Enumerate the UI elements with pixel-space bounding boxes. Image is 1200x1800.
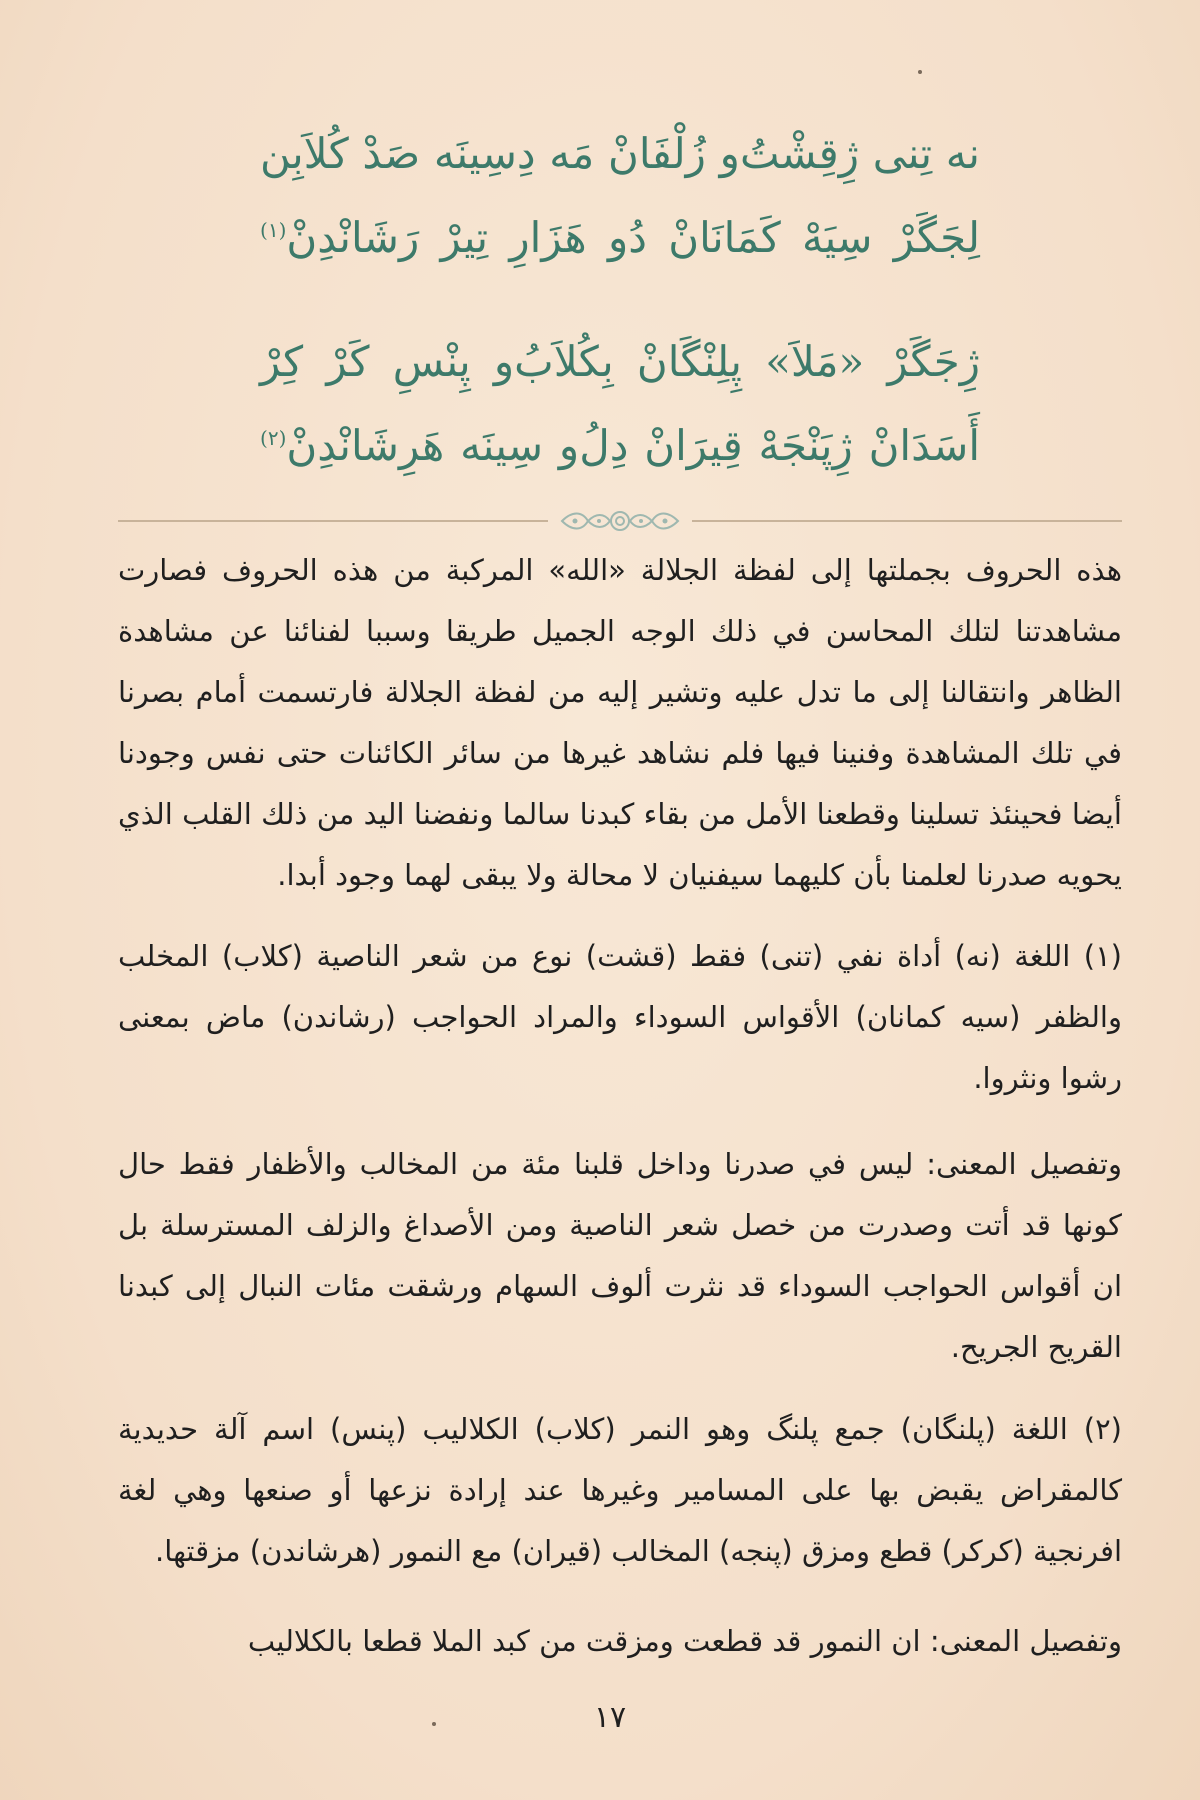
footnote-marker-2: (٢): [260, 426, 287, 450]
footnote-2-explanation: وتفصيل المعنى: ان النمور قد قطعت ومزقت من كبد الملا قطعا بالكلاليب: [247, 1624, 1122, 1658]
footnote-marker-1: (١): [260, 218, 287, 242]
section-divider: [118, 508, 1122, 534]
poem-stanza-2-line-1: ژِجَگَرْ «مَلاَ» پِلِنْگَانْ بِكُلاَبُ‌و پِنْسِ كَرْ كِرْ: [260, 337, 980, 386]
divider-line-right: [692, 520, 1122, 522]
poem-stanza-1-line-2-text: لِجَگَرْ سِيَهْ كَمَانَانْ دُو هَزَارِ تِيرْ رَشَانْدِنْ: [286, 213, 980, 262]
divider-line-left: [118, 520, 548, 522]
main-paragraph: هذه الحروف بجملتها إلى لفظة الجلالة «الله» المركبة من هذه الحروف فصارت مشاهدتنا لتلك المحاسن في ذلك الوجه الجميل طريقا وسببا لفنائنا عن مشاهدة الظاهر وانتقالنا إلى ما تدل عليه وتشير إليه من لفظة الجلالة فارتسمت أمام بصرنا في تلك المشاهدة وفنينا فيها فلم نشاهد غيرها من سائر الكائنات حتى نفس وجودنا أيضا فحينئذ تسلينا وقطعنا الأمل من بقاء كبدنا سالما ونفضنا اليد من ذلك القلب الذي يحويه صدرنا لعلمنا بأن كليهما سيفنيان لا محالة ولا يبقى لهما وجود أبدا.: [118, 553, 1122, 892]
footnote-2-vocabulary: (٢) اللغة (پلنگان) جمع پلنگ وهو النمر (كلاب) الكلاليب (پنس) اسم آلة حديدية كالمقراض يقبض بها على المسامير وغيرها عند إرادة نزعها أو صنعها وهي لغة افرنجية (كركر) قطع ومزق (پنجه) المخالب (قيران) مع النمور (هرشاندن) مزقتها.: [118, 1412, 1122, 1568]
poem-stanza-1-line-2: [260, 196, 980, 280]
poem-stanza-1-line-1: نه تِنى ژِقِشْتُ‌و زُلْفَانْ مَه دِسِينَه صَدْ كُلاَبِن: [260, 129, 980, 178]
poem-stanza-2: [260, 320, 980, 488]
footnote-1-explanation: وتفصيل المعنى: ليس في صدرنا وداخل قلبنا مئة من المخالب والأظفار فقط حال كونها قد أتت وصدرت من خصل شعر الناصية ومن الأصداغ والزلف المسترسلة بل ان أقواس الحواجب السوداء قد نثرت ألوف السهام ورشقت مئات النبال إلى كبدنا القريح الجريح.: [118, 1147, 1122, 1364]
poem-stanza-2-line-2: [260, 404, 980, 488]
poem-stanza-1: [260, 112, 980, 280]
paper-speck: [432, 1722, 436, 1726]
paper-speck: [918, 70, 922, 74]
divider-ornament-icon: [558, 508, 682, 534]
footnote-1-vocabulary: (١) اللغة (نه) أداة نفي (تنى) فقط (قشت) نوع من شعر الناصية (كلاب) المخلب والظفر (سيه كمانان) الأقواس السوداء والمراد الحواجب (رشاندن) ماض بمعنى رشوا ونثروا.: [118, 939, 1122, 1095]
poem-stanza-2-line-2-text: أَسَدَانْ ژِپَنْجَهْ قِيرَانْ دِلُ‌و سِينَه هَرِشَانْدِنْ: [286, 421, 980, 470]
page-number: ١٧: [593, 1700, 627, 1735]
